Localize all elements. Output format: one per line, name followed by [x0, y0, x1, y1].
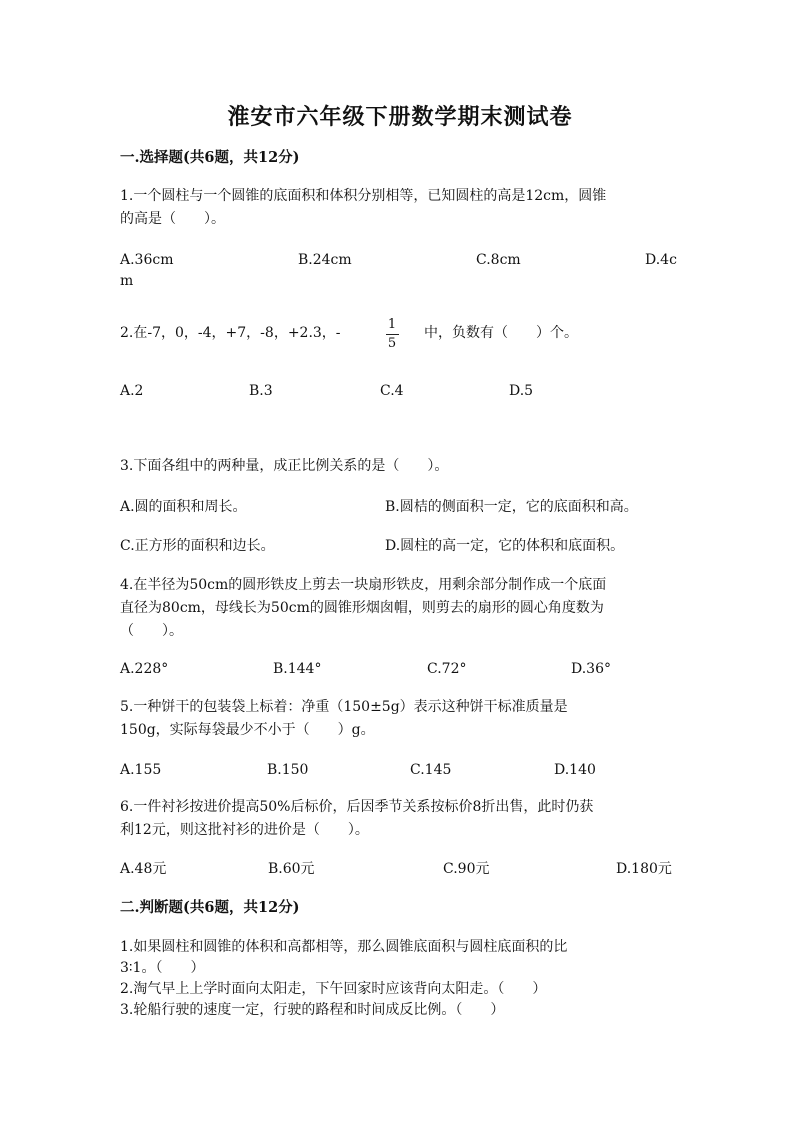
- question-4-line-3: （ ）。: [120, 623, 183, 639]
- page-title: 淮安市六年级下册数学期末测试卷: [227, 104, 573, 130]
- question-3-line-1: 3.下面各组中的两种量，成正比例关系的是（ ）。: [120, 458, 449, 474]
- judgement-3: 3.轮船行驶的速度一定，行驶的路程和时间成反比例。（ ）: [120, 1002, 505, 1018]
- question-4-option-a: A.228°: [120, 661, 169, 677]
- question-3-option-b: B.圆桔的侧面积一定，它的底面积和高。: [385, 499, 638, 515]
- question-2-fraction: [378, 318, 406, 351]
- question-2-option-b: B.3: [249, 383, 273, 399]
- question-4-option-b: B.144°: [273, 661, 322, 677]
- judgement-1-line-1: 1.如果圆柱和圆锥的体积和高都相等，那么圆锥底面积与圆柱底面积的比: [120, 939, 568, 955]
- question-1-option-b: B.24cm: [298, 252, 352, 268]
- question-4-line-1: 4.在半径为50cm的圆形铁皮上剪去一块扇形铁皮，用剩余部分制作成一个底面: [120, 577, 607, 593]
- question-1-option-d-wrap: m: [120, 273, 134, 289]
- question-2-option-c: C.4: [380, 383, 404, 399]
- question-5-option-a: A.155: [120, 762, 162, 778]
- question-3-option-d: D.圆柱的高一定，它的体积和底面积。: [385, 538, 625, 554]
- question-5-option-c: C.145: [410, 762, 452, 778]
- question-5-line-1: 5.一种饼干的包装袋上标着：净重（150±5g）表示这种饼干标准质量是: [120, 699, 568, 715]
- section-heading-judgement: 二.判断题(共6题，共12分): [120, 899, 300, 916]
- question-6-option-d: D.180元: [616, 861, 672, 877]
- question-1-option-d: D.4c: [645, 252, 677, 268]
- question-2-option-d: D.5: [509, 383, 534, 399]
- fraction-numerator: 1: [387, 317, 397, 332]
- question-2-option-a: A.2: [120, 383, 144, 399]
- question-5-line-2: 150g，实际每袋最少不小于（ ）g。: [120, 722, 375, 738]
- section-heading-choice: 一.选择题(共6题，共12分): [120, 149, 300, 166]
- judgement-1-line-2: 3∶1。（ ）: [120, 960, 205, 976]
- question-2-line-2: 中，负数有（ ）个。: [424, 325, 578, 341]
- question-1-option-a: A.36cm: [120, 252, 174, 268]
- question-5-option-b: B.150: [267, 762, 309, 778]
- question-6-line-1: 6.一件衬衫按进价提高50%后标价，后因季节关系按标价8折出售，此时仍获: [120, 799, 594, 815]
- question-4-option-c: C.72°: [427, 661, 467, 677]
- question-1-option-c: C.8cm: [476, 252, 521, 268]
- question-6-option-c: C.90元: [443, 861, 490, 877]
- question-2-line-1: 2.在-7，0，-4，+7，-8，+2.3，-: [120, 325, 341, 341]
- fraction-bar: [386, 334, 399, 335]
- question-4-option-d: D.36°: [571, 661, 611, 677]
- question-3-option-c: C.正方形的面积和边长。: [120, 538, 275, 554]
- question-6-option-a: A.48元: [120, 861, 167, 877]
- question-6-line-2: 利12元，则这批衬衫的进价是（ ）。: [120, 822, 369, 838]
- question-1-line-2: 的高是（ ）。: [120, 211, 225, 227]
- question-1-line-1: 1.一个圆柱与一个圆锥的底面积和体积分别相等，已知圆柱的高是12cm，圆锥: [120, 188, 607, 204]
- question-4-line-2: 直径为80cm，母线长为50cm的圆锥形烟囱帽，则剪去的扇形的圆心角度数为: [120, 600, 604, 616]
- question-5-option-d: D.140: [554, 762, 596, 778]
- fraction-denominator: 5: [387, 336, 397, 351]
- judgement-2: 2.淘气早上上学时面向太阳走，下午回家时应该背向太阳走。（ ）: [120, 981, 547, 997]
- question-3-option-a: A.圆的面积和周长。: [120, 499, 247, 515]
- question-6-option-b: B.60元: [268, 861, 315, 877]
